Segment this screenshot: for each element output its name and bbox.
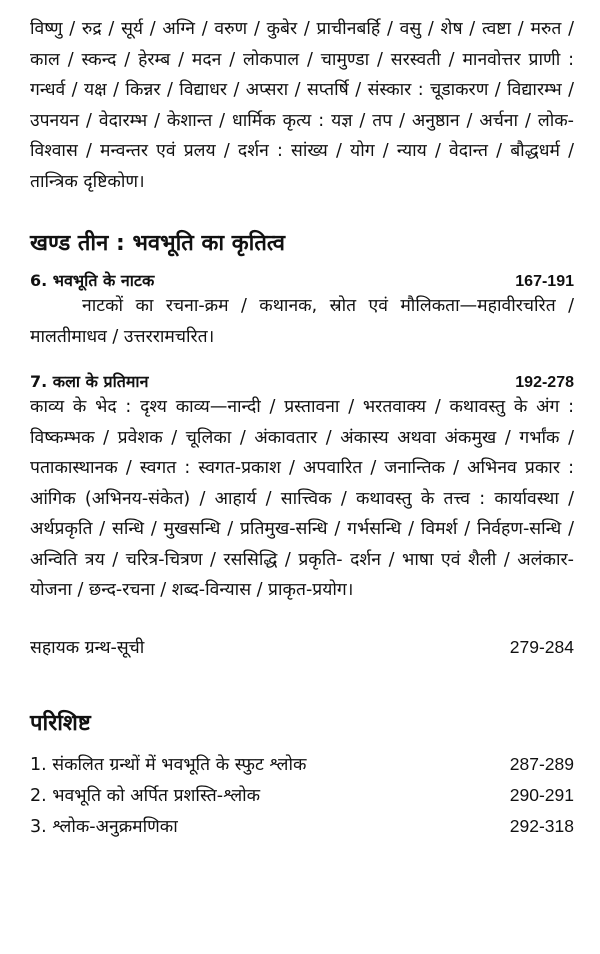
bibliography-label: सहायक ग्रन्थ-सूची [30, 637, 145, 658]
section-three-title: खण्ड तीन : भवभूति का कृतित्व [30, 231, 285, 256]
entry-7-heading: 7. कला के प्रतिमान [30, 372, 149, 391]
appendix-item-pages: 287-289 [509, 753, 574, 774]
appendix-title: परिशिष्ट [30, 710, 91, 736]
appendix-item-label: 3. श्लोक-अनुक्रमणिका [30, 816, 178, 837]
appendix-item-label: 2. भवभूति को अर्पित प्रशस्ति-श्लोक [30, 785, 261, 806]
entry-6-heading-row [30, 269, 574, 291]
appendix-item-label: 1. संकलित ग्रन्थों में भवभूति के स्फुट श्लोक [30, 754, 307, 775]
bibliography-pages: 279-284 [509, 636, 574, 657]
appendix-item-pages: 290-291 [509, 784, 574, 805]
entry-7-body: काव्य के भेद : दृश्य काव्य—नान्दी / प्रस्तावना / भरतवाक्य / कथावस्तु के अंग : विष्कम्भक / प्रवेशक / चूलिका / अंकावतार / अंकास्य अथवा अंकमुख / गर्भांक / पताकास्थानक / स्वगत : स्वगत-प्रकाश / अपवारित / जनान्तिक / अभिनव प्रकार : आंगिक (अभिनय-संकेत) / आहार्य / सात्त्विक / कथावस्तु के तत्त्व : कार्यावस्था / अर्थप्रकृति / सन्धि / मुखसन्धि / प्रतिमुख-सन्धि / गर्भसन्धि / विमर्श / निर्वहण-सन्धि / अन्विति त्रय / चरित्र-चित्रण / रससिद्धि / प्रकृति- दर्शन / भाषा एवं शैली / अलंकार-योजना / छन्द-रचना / शब्द-विन्यास / प्राकृत-प्रयोग। [30, 397, 574, 600]
appendix-item [30, 780, 574, 811]
bibliography-row [30, 632, 574, 663]
appendix-item-pages: 292-318 [509, 815, 574, 836]
entry-6-heading: 6. भवभूति के नाटक [30, 271, 155, 290]
appendix-item [30, 749, 574, 780]
intro-paragraph: विष्णु / रुद्र / सूर्य / अग्नि / वरुण / कुबेर / प्राचीनबर्हि / वसु / शेष / त्वष्टा / मरुत / काल / स्कन्द / हेरम्ब / मदन / लोकपाल / चामुण्डा / सरस्वती / मानवोत्तर प्राणी : गन्धर्व / यक्ष / किन्नर / विद्याधर / अप्सरा / सप्तर्षि / संस्कार : चूडाकरण / विद्यारम्भ / उपनयन / वेदारम्भ / केशान्त / धार्मिक कृत्य : यज्ञ / तप / अनुष्ठान / अर्चना / लोक-विश्वास / मन्वन्तर एवं प्रलय / दर्शन : सांख्य / योग / न्याय / वेदान्त / बौद्धधर्म / तान्त्रिक दृष्टिकोण। [30, 19, 574, 192]
entry-7-pages: 192-278 [515, 374, 574, 391]
appendix-item [30, 811, 574, 842]
entry-6-pages: 167-191 [515, 273, 574, 290]
entry-6-body: नाटकों का रचना-क्रम / कथानक, स्रोत एवं मौलिकता—महावीरचरित / मालतीमाधव / उत्तररामचरित। [30, 296, 574, 347]
entry-7-heading-row [30, 370, 574, 392]
